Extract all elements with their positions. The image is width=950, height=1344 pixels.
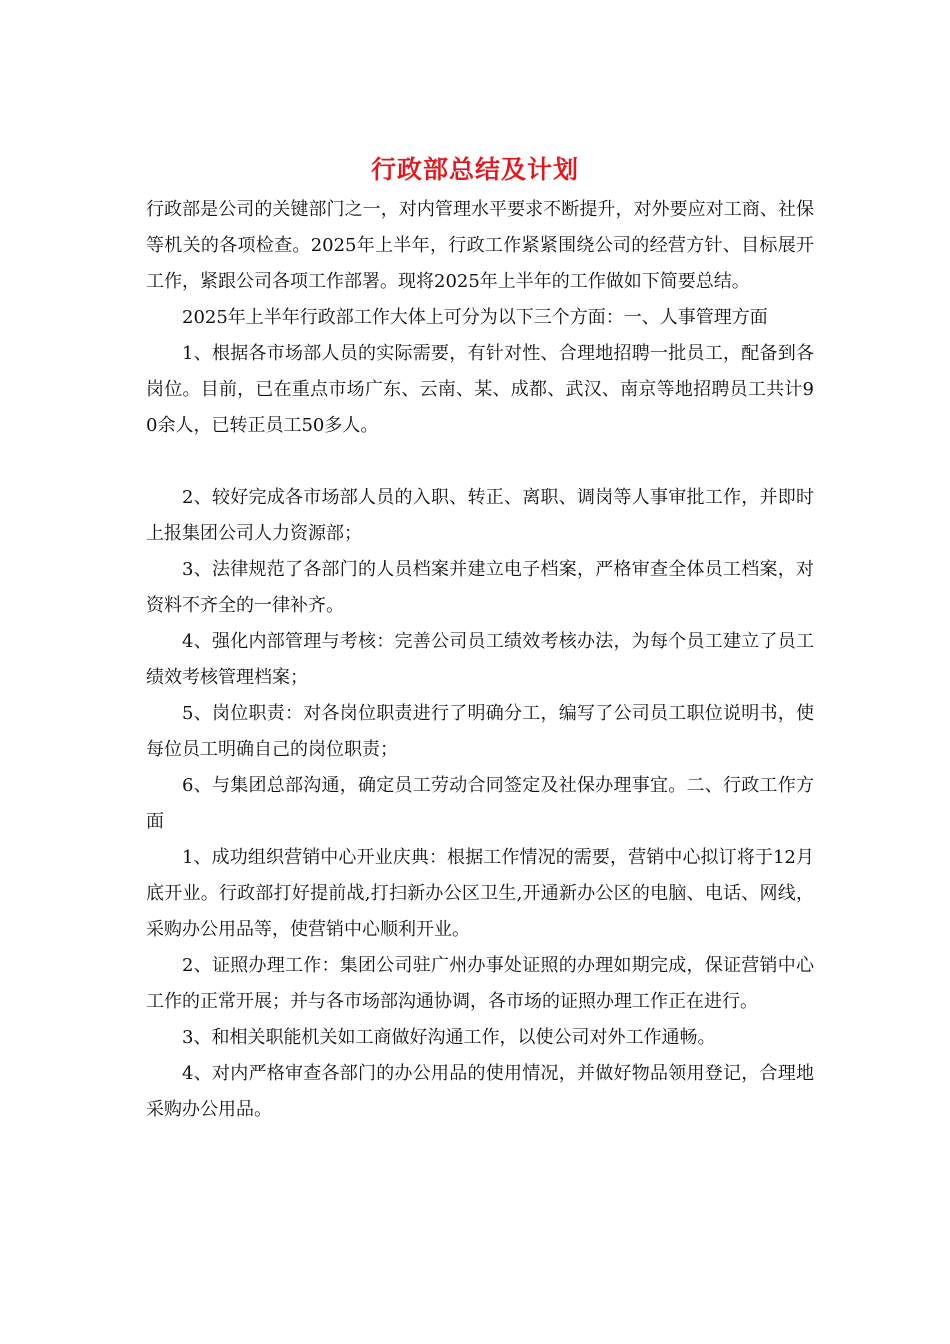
paragraph-overview: 2025年上半年行政部工作大体上可分为以下三个方面：一、人事管理方面 (182, 307, 768, 328)
paragraph-hr-3: 3、法律规范了各部门的人员档案并建立电子档案，严格审查全体员工档案，对资料不齐全的一律补齐。 (146, 559, 814, 616)
paragraph-admin-4: 4、对内严格审查各部门的办公用品的使用情况，并做好物品领用登记，合理地采购办公用品。 (146, 1063, 814, 1120)
document-body (146, 192, 814, 1128)
paragraph-hr-4: 4、强化内部管理与考核：完善公司员工绩效考核办法，为每个员工建立了员工绩效考核管理档案； (146, 631, 814, 688)
paragraph-hr-5: 5、岗位职责：对各岗位职责进行了明确分工，编写了公司员工职位说明书，使每位员工明确自己的岗位职责； (146, 703, 814, 760)
paragraph-intro: 行政部是公司的关键部门之一，对内管理水平要求不断提升，对外要应对工商、社保等机关的各项检查。2025年上半年，行政工作紧紧围绕公司的经营方针、目标展开工作，紧跟公司各项工作部署。现将2025年上半年的工作做如下简要总结。 (146, 199, 814, 292)
document-title: 行政部总结及计划 (370, 155, 579, 184)
paragraph-hr-6: 6、与集团总部沟通，确定员工劳动合同签定及社保办理事宜。二、行政工作方面 (146, 775, 814, 832)
paragraph-hr-1: 1、根据各市场部人员的实际需要，有针对性、合理地招聘一批员工，配备到各岗位。目前，已在重点市场广东、云南、某、成都、武汉、南京等地招聘员工共计90余人，已转正员工50多人。 (146, 343, 814, 436)
paragraph-admin-1: 1、成功组织营销中心开业庆典：根据工作情况的需要，营销中心拟订将于12月底开业。行政部打好提前战,打扫新办公区卫生,开通新办公区的电脑、电话、网线，采购办公用品等，使营销中心顺利开业。 (146, 847, 814, 940)
paragraph-admin-2: 2、证照办理工作：集团公司驻广州办事处证照的办理如期完成，保证营销中心工作的正常开展；并与各市场部沟通协调，各市场的证照办理工作正在进行。 (146, 955, 814, 1012)
paragraph-admin-3: 3、和相关职能机关如工商做好沟通工作，以使公司对外工作通畅。 (182, 1027, 716, 1048)
paragraph-hr-2: 2、较好完成各市场部人员的入职、转正、离职、调岗等人事审批工作，并即时上报集团公司人力资源部； (146, 487, 814, 544)
